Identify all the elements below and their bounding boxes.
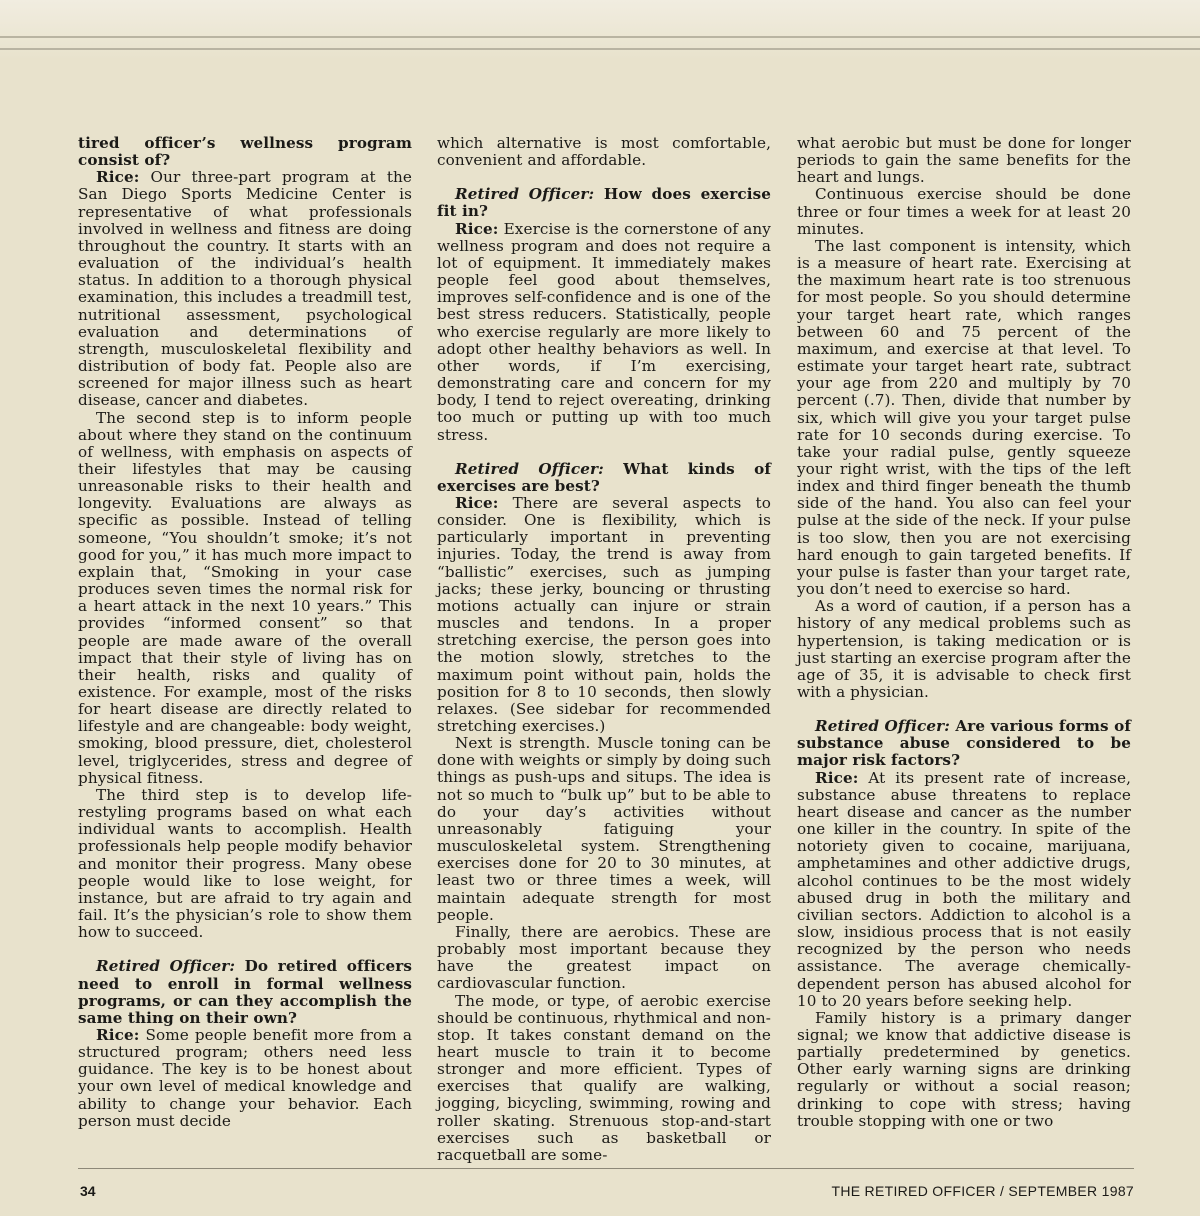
body-paragraph: The third step is to develop life-restyling programs based on what each individual wants to accomplish. Health professionals help people modify behavior and monitor their progress. Many obese people would like to lose weight, for instance, but are afraid to try again and fail. It’s the physician’s role to show them how to succeed. (78, 785, 412, 942)
body-paragraph: The second step is to inform people about where they stand on the continuum of wellness, with emphasis on aspects of their lifestyles that may be causing unreasonable risks to their health and longevity. Evaluations are always as specific as possible. Instead of telling someone, “You shouldn’t smoke; it’s not good for you,” it has much more impact to explain that, “Smoking in your case produces seven times the normal risk for a heart attack in the next 10 years.” This provides “informed consent” so that people are made aware of the overall impact that their style of living has on their health, risks and quality of existence. For example, most of the risks for heart disease are directly related to lifestyle and are changeable: body weight, smoking, blood pressure, diet, cholesterol level, triglycerides, stress and degree of physical fitness. (78, 408, 412, 787)
magazine-label: Retired Officer: (815, 717, 950, 736)
top-rule (0, 0, 1200, 60)
page-number: 34 (80, 1183, 96, 1199)
magazine-label: Retired Officer: (455, 459, 604, 478)
question-text: Do retired officers need to enroll in formal wellness programs, or can they accomplish the same thing on their own? (78, 957, 413, 1027)
question (797, 718, 1131, 769)
body-paragraph: Next is strength. Muscle toning can be done with weights or simply by doing such things as push-ups and situps. The idea is not so much to “bulk up” but to be able to do your day’s activities without unreasonably fatiguing your musculoskeletal system. Strengthening exercises done for 20 to 30 minutes, at least two or three times a week, will maintain adequate strength for most people. (437, 734, 771, 924)
rule-line (0, 36, 1200, 38)
answer-text: Exercise is the cornerstone of any wellness program and does not require a lot of equipment. It immediately makes people feel good about themselves, improves self-confidence and is one of the best stress reducers. Statistically, people who exercise regularly are more likely to adopt other healthy behaviors as well. In other words, if I’m exercising, demonstrating care and concern for my body, I tend to reject overeating, drinking too much or putting up with too much stress. (437, 219, 771, 444)
magazine-label: Retired Officer: (96, 957, 236, 976)
body-paragraph: what aerobic but must be done for longer periods to gain the same benefits for the heart and lungs. (797, 134, 1131, 187)
question-text: What kinds of exercises are best? (437, 459, 772, 495)
body-paragraph: Family history is a primary danger signal; we know that addictive disease is partially predetermined by genetics. Other early warning signs are drinking regularly or without a social reason; drinking to cope with stress; having trouble stopping with one or two (797, 1008, 1131, 1130)
answer-paragraph (78, 169, 412, 409)
answer-text: There are several aspects to consider. One is flexibility, which is particularly important in preventing injuries. Today, the trend is away from “ballistic” exercises, such as jumping jacks; these jerky, bouncing or thrusting motions actually can injure or strain muscles and tendons. In a proper stretching exercise, the person goes into the motion slowly, stretches to the maximum point without pain, holds the position for 8 to 10 seconds, then slowly relaxes. (See sidebar for recommended stretching exercises.) (437, 493, 771, 735)
body-paragraph: Finally, there are aerobics. These are probably most important because they have the greatest impact on cardiovascular function. (437, 922, 771, 993)
question (78, 958, 412, 1027)
column-3 (797, 135, 1131, 1130)
answer-paragraph (437, 495, 771, 735)
rule-line (0, 48, 1200, 50)
question-text: Are various forms of substance abuse considered to be major risk factors? (797, 717, 1132, 770)
question: tired officer’s wellness program consist of? (78, 134, 412, 170)
footer-rule (78, 1168, 1134, 1169)
answer-text: Some people benefit more from a structured program; others need less guidance. The key is to be honest about your own level of medical knowledge and ability to change your behavior. Each person must decide (78, 1025, 412, 1130)
answer-paragraph (78, 1027, 412, 1130)
column-2 (437, 135, 771, 1164)
body-paragraph: which alternative is most comfortable, convenient and affordable. (437, 134, 771, 170)
speaker-label: Rice: (815, 768, 859, 787)
speaker-label: Rice: (455, 493, 499, 512)
column-1 (78, 135, 412, 1130)
body-paragraph: As a word of caution, if a person has a history of any medical problems such as hypertension, is taking medication or is just starting an exercise program after the age of 35, it is advisable to check first with a physician. (797, 597, 1131, 701)
answer-paragraph (797, 770, 1131, 1010)
magazine-label: Retired Officer: (455, 185, 595, 204)
answer-text: At its present rate of increase, substance abuse threatens to replace heart disease and cancer as the number one killer in the country. In spite of the notoriety given to cocaine, marijuana, amphetamines and other addictive drugs, alcohol continues to be the most widely abused drug in both the military and civilian sectors. Addiction to alcohol is a slow, insidious process that is not easily recognized by the person who needs assistance. The average chemically-dependent person has abused alcohol for 10 to 20 years before seeking help. (797, 768, 1131, 1010)
body-paragraph: The last component is intensity, which is a measure of heart rate. Exercising at the maximum heart rate is too strenuous for most people. So you should determine your target heart rate, which ranges between 60 and 75 percent of the maximum, and exercise at that level. To estimate your target heart rate, subtract your age from 220 and multiply by 70 percent (.7). Then, divide that number by six, which will give you your target pulse rate for 10 seconds during exercise. To take your radial pulse, gently squeeze your right wrist, with the tips of the left index and third finger beneath the thumb side of the hand. You also can feel your pulse at the side of the neck. If your pulse is too slow, then you are not exercising hard enough to gain targeted benefits. If your pulse is faster than your target rate, you don’t need to exercise so hard. (797, 236, 1131, 599)
body-paragraph: The mode, or type, of aerobic exercise should be continuous, rhythmical and non-stop. It takes constant demand on the heart muscle to train it to become stronger and more efficient. Types of exercises that qualify are walking, jogging, bicycling, swimming, rowing and roller skating. Strenuous stop-and-start exercises such as basketball or racquetball are some- (437, 991, 771, 1164)
question-text: How does exercise fit in? (437, 185, 771, 221)
speaker-label: Rice: (455, 219, 499, 238)
publication-line: THE RETIRED OFFICER / SEPTEMBER 1987 (831, 1183, 1134, 1199)
question (437, 186, 771, 220)
speaker-label: Rice: (96, 1025, 140, 1044)
speaker-label: Rice: (96, 168, 140, 187)
body-paragraph: Continuous exercise should be done three or four times a week for at least 20 minutes. (797, 185, 1131, 238)
answer-text: Our three-part program at the San Diego Sports Medicine Center is representative of what professionals involved in wellness and fitness are doing throughout the country. It starts with an evaluation of the individual’s health status. In addition to a thorough physical examination, this includes a treadmill test, nutritional assessment, psychological evaluation and determinations of strength, musculoskeletal flexibility and distribution of body fat. People also are screened for major illness such as heart disease, cancer and diabetes. (78, 168, 412, 410)
question (437, 461, 771, 495)
answer-paragraph (437, 221, 771, 444)
